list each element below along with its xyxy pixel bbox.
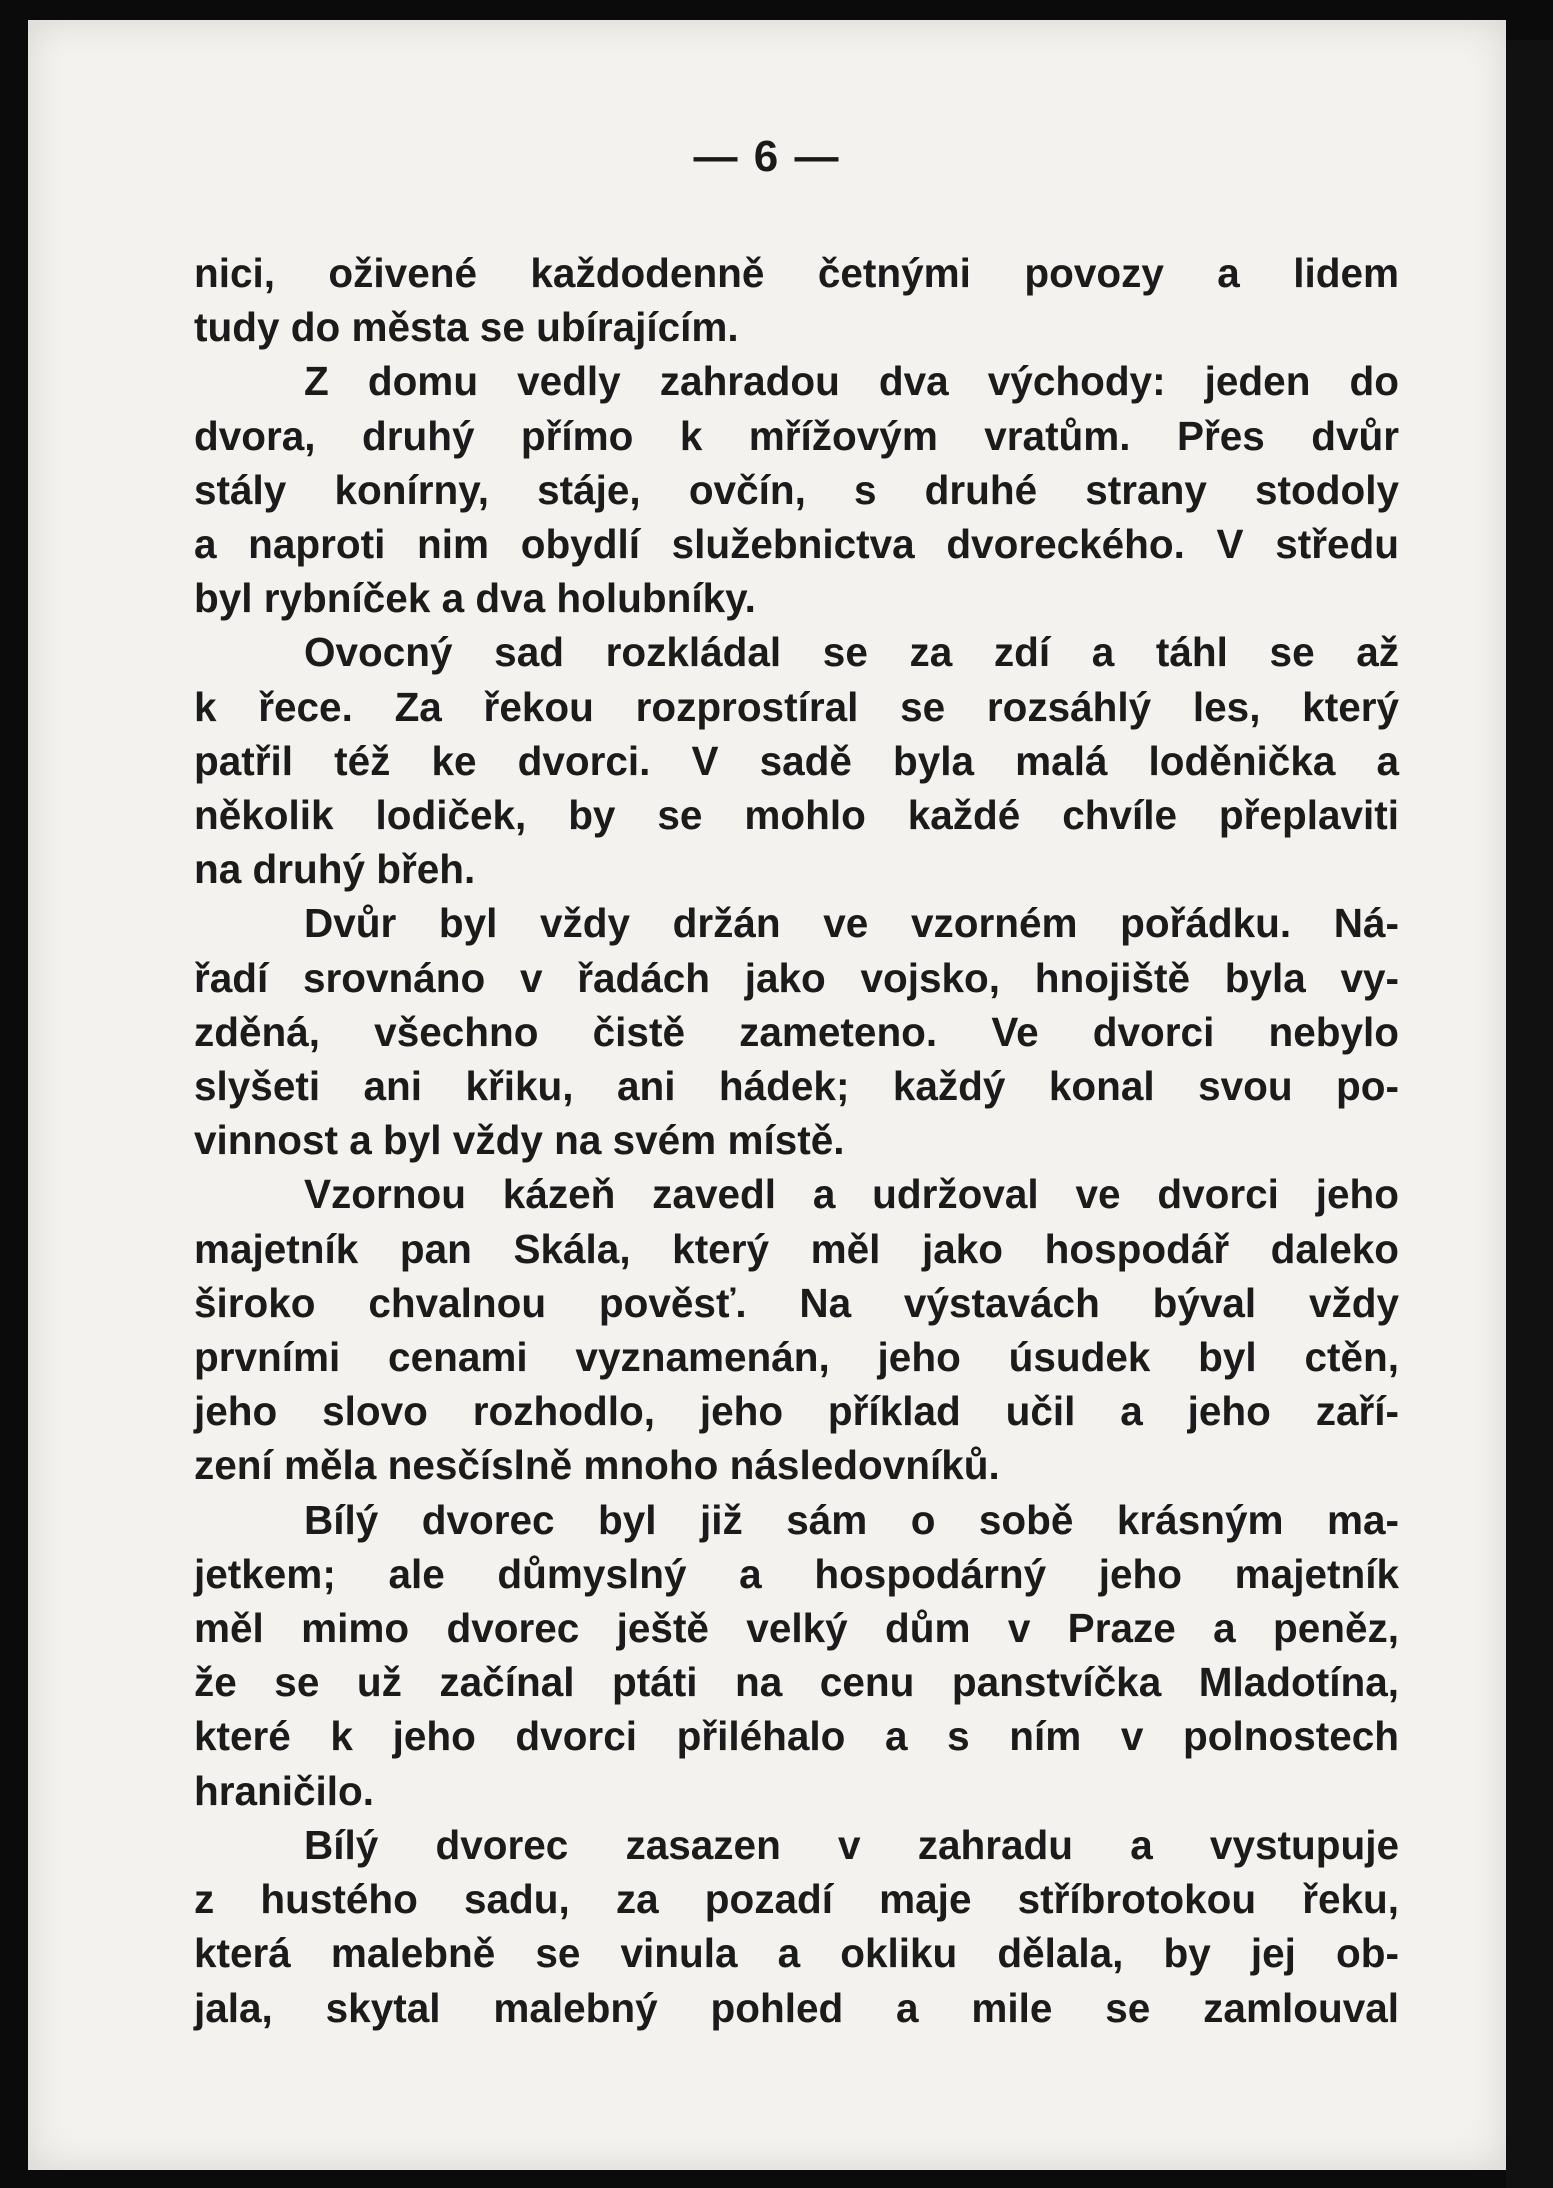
text-line: k řece. Za řekou rozprostíral se rozsáhlý les, který bbox=[194, 683, 1399, 730]
text-line: hraničilo. bbox=[194, 1767, 375, 1814]
text-line: z hustého sadu, za pozadí maje stříbrotokou řeku, bbox=[194, 1876, 1399, 1923]
text-line: Ovocný sad rozkládal se za zdí a táhl se až bbox=[304, 629, 1399, 676]
text-line: že se už začínal ptáti na cenu panstvíčka Mladotína, bbox=[194, 1659, 1399, 1706]
text-line: nici, oživené každodenně četnými povozy a lidem bbox=[194, 250, 1399, 296]
page-number: — 6 — bbox=[693, 132, 841, 181]
text-line: vinnost a byl vždy na svém místě. bbox=[194, 1117, 845, 1164]
text-line: zděná, všechno čistě zameteno. Ve dvorci nebylo bbox=[194, 1008, 1399, 1055]
text-line: na druhý břeh. bbox=[194, 846, 476, 893]
text-line: Dvůr byl vždy držán ve vzorném pořádku. Ná- bbox=[304, 900, 1399, 947]
text-line: měl mimo dvorec ještě velký dům v Praze a peněz, bbox=[194, 1605, 1399, 1652]
text-line: slyšeti ani křiku, ani hádek; každý konal svou po- bbox=[194, 1063, 1399, 1110]
text-line: která malebně se vinula a okliku dělala, by jej ob- bbox=[194, 1930, 1399, 1977]
text-line: prvními cenami vyznamenán, jeho úsudek byl ctěn, bbox=[194, 1334, 1399, 1381]
text-line: Vzornou kázeň zavedl a udržoval ve dvorci jeho bbox=[304, 1171, 1399, 1218]
text-line: tudy do města se ubírajícím. bbox=[194, 304, 739, 351]
text-line: dvora, druhý přímo k mřížovým vratům. Přes dvůr bbox=[194, 412, 1399, 459]
text-line: Bílý dvorec byl již sám o sobě krásným ma- bbox=[304, 1496, 1399, 1543]
text-line: jala, skytal malebný pohled a mile se zamlouval bbox=[194, 1984, 1399, 2031]
text-line: byl rybníček a dva holubníky. bbox=[194, 575, 756, 622]
text-line: majetník pan Skála, který měl jako hospodář daleko bbox=[194, 1225, 1399, 1272]
text-line: jeho slovo rozhodlo, jeho příklad učil a jeho zaří- bbox=[194, 1388, 1399, 1435]
scan-edge bbox=[1506, 40, 1553, 2188]
text-line: patřil též ke dvorci. V sadě byla malá loděnička a bbox=[194, 737, 1399, 784]
text-line: které k jeho dvorci přiléhalo a s ním v polnostech bbox=[194, 1713, 1399, 1760]
text-line: Z domu vedly zahradou dva východy: jeden do bbox=[304, 358, 1399, 405]
text-line: široko chvalnou pověsť. Na výstavách býval vždy bbox=[194, 1279, 1399, 1326]
book-page bbox=[28, 20, 1506, 2170]
text-line: řadí srovnáno v řadách jako vojsko, hnojiště byla vy- bbox=[194, 954, 1399, 1001]
body-text bbox=[194, 246, 1399, 2035]
text-line: Bílý dvorec zasazen v zahradu a vystupuje bbox=[304, 1821, 1399, 1868]
text-line: stály konírny, stáje, ovčín, s druhé strany stodoly bbox=[194, 466, 1399, 513]
text-line: a naproti nim obydlí služebnictva dvoreckého. V středu bbox=[194, 521, 1399, 568]
text-line: zení měla nesčíslně mnoho následovníků. bbox=[194, 1442, 1000, 1489]
text-line: několik lodiček, by se mohlo každé chvíle přeplaviti bbox=[194, 792, 1399, 839]
text-line: jetkem; ale důmyslný a hospodárný jeho majetník bbox=[194, 1550, 1399, 1597]
